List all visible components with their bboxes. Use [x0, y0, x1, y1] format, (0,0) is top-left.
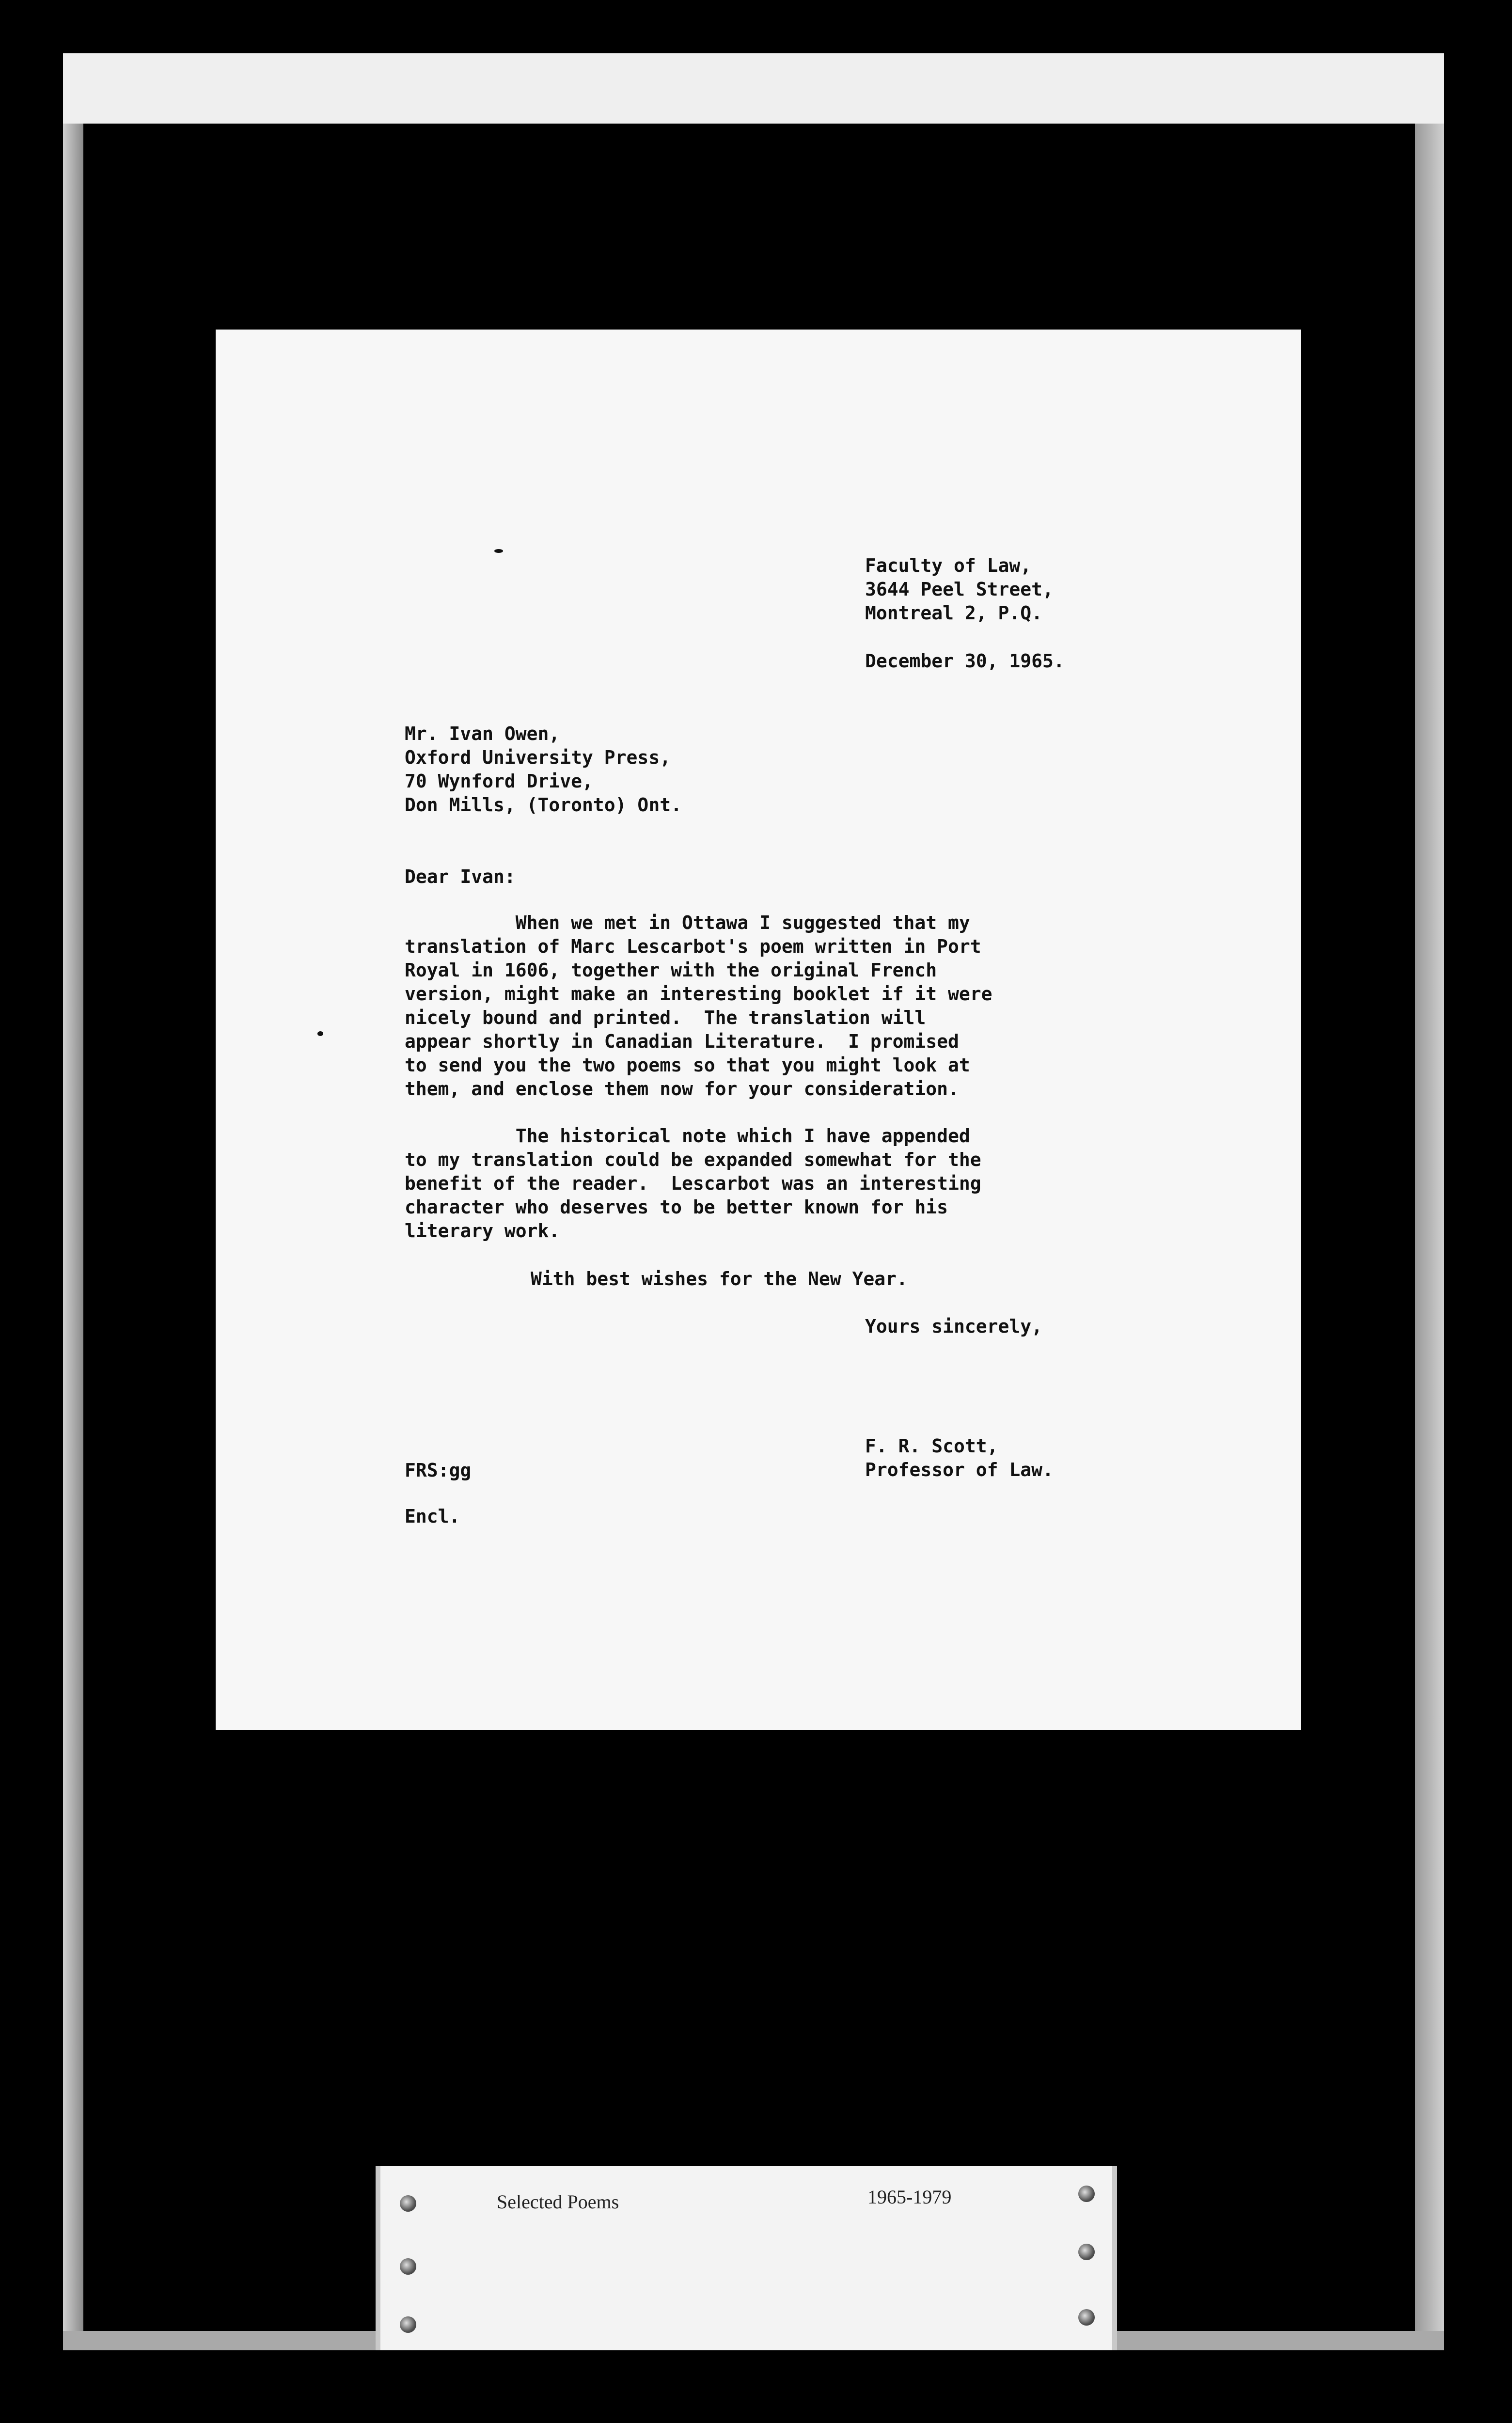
film-frame-right-edge — [1415, 124, 1444, 2343]
closing: Yours sincerely, — [865, 1316, 1043, 1337]
microfilm-label-card — [376, 2166, 1117, 2350]
film-frame-top-strip — [63, 53, 1444, 126]
paragraph-2: The historical note which I have appended to my translation could be expanded somewhat for the benefit of the reader. Lescarbot was an interesting character who deserves to be better known for his literary work. — [405, 1125, 981, 1242]
label-title: Selected Poems — [497, 2191, 619, 2213]
rivet-icon — [1078, 2186, 1095, 2202]
rivet-icon — [1078, 2244, 1095, 2260]
label-years: 1965-1979 — [867, 2186, 952, 2208]
rivet-icon — [400, 2195, 416, 2212]
recipient-address: Mr. Ivan Owen, Oxford University Press, 70 Wynford Drive, Don Mills, (Toronto) Ont. — [405, 723, 682, 816]
paragraph-3: With best wishes for the New Year. — [531, 1268, 908, 1290]
signature-block: F. R. Scott, Professor of Law. — [865, 1435, 1054, 1480]
rivet-icon — [400, 2258, 416, 2275]
return-address: Faculty of Law, 3644 Peel Street, Montreal 2, P.Q. — [865, 555, 1054, 624]
enclosure-note: Encl. — [405, 1506, 460, 1527]
reference-initials: FRS:gg — [405, 1460, 472, 1481]
letter-page — [216, 330, 1301, 1730]
salutation: Dear Ivan: — [405, 866, 516, 887]
ink-speck — [494, 549, 503, 553]
film-frame-left-edge — [63, 124, 83, 2343]
rivet-icon — [400, 2316, 416, 2333]
letter-date: December 30, 1965. — [865, 650, 1065, 672]
rivet-icon — [1078, 2309, 1095, 2326]
paragraph-1: When we met in Ottawa I suggested that my translation of Marc Lescarbot's poem written in Port Royal in 1606, together with the original French version, might make an interesting booklet if it were nicely bound and printed. The translation will appear shortly in Canadian Literature. I promised to send you the two poems so that you might look at them, and enclose them now for your consideration. — [405, 912, 992, 1100]
ink-speck — [317, 1031, 323, 1036]
